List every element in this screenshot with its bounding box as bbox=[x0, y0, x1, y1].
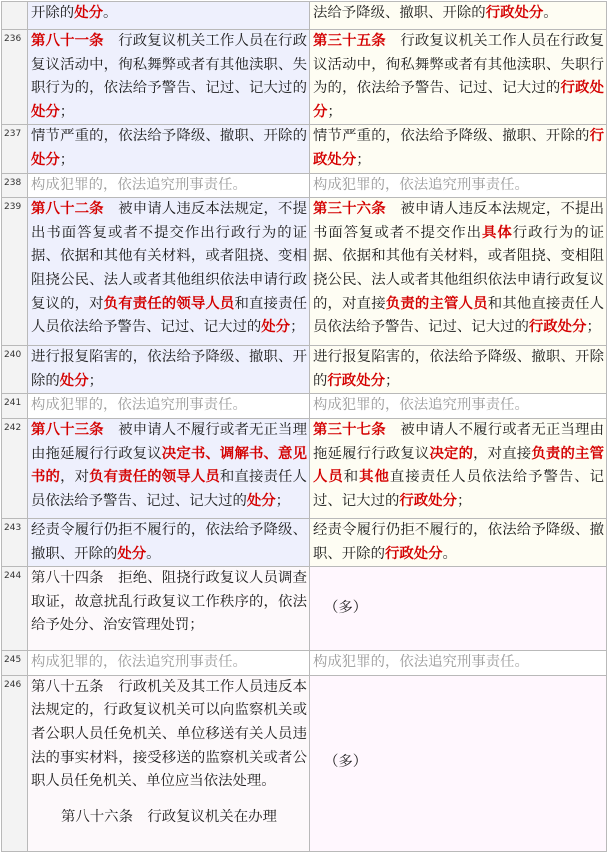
clause-text: （多） bbox=[324, 599, 368, 616]
clause-text: ； bbox=[275, 492, 291, 509]
row-number: 244 bbox=[2, 567, 28, 651]
row-number: 238 bbox=[2, 173, 28, 198]
clause-text: ； bbox=[59, 151, 75, 168]
highlighted-change-text: 第八十三条 bbox=[31, 421, 104, 438]
clause-text: 被申请人违反本法规定，不提出书面答复或者不提交作出 bbox=[313, 201, 604, 241]
clause-text: 被申请人违反本法规定，不提出书面答复或者不提交作出行政行为的证据、依据和其他有关材料，或者阻挠、变相阻挠公民、法人或者其他组织依法申请行政复议的，对 bbox=[31, 201, 307, 312]
highlighted-change-text: 第八十二条 bbox=[31, 201, 104, 218]
row-number bbox=[2, 2, 28, 30]
clause-text: 和其他直接责任人员依法给予警告、记过、记大过的 bbox=[313, 295, 604, 336]
clause-text: ； bbox=[384, 372, 400, 389]
old-law-cell bbox=[310, 567, 607, 651]
highlighted-change-text: 处分 bbox=[31, 151, 60, 168]
clause-text: 经责令履行仍拒不履行的，依法给予降级、撤职、开除的 bbox=[31, 521, 307, 562]
clause-text: ； bbox=[290, 319, 305, 336]
clause-text: 进行报复陷害的，依法给予降级、撤职、开除的 bbox=[31, 349, 307, 389]
table-row bbox=[2, 651, 607, 676]
table-row bbox=[2, 567, 607, 651]
highlighted-change-text: 负责的主管人员 bbox=[385, 295, 488, 312]
old-law-cell bbox=[310, 651, 607, 676]
new-law-cell bbox=[28, 418, 310, 518]
row-number: 245 bbox=[2, 651, 28, 676]
clause-text: 第八十五条 行政机关及其工作人员违反本法规定的，行政复议机关可以向监察机关或者公职人员任免机关、单位移送有关人员违法的事实材料，接受移送的监察机关或者公职人员任免机关、单位应当依法处理。 bbox=[31, 678, 307, 790]
clause-text: 构成犯罪的，依法追究刑事责任。 bbox=[313, 397, 529, 414]
row-number: 246 bbox=[2, 675, 28, 851]
clause-text: ； bbox=[456, 492, 472, 509]
clause-text: 第八十四条 拒绝、阻挠行政复议人员调查取证，故意扰乱行政复议工作秩序的，依法给予处分、治安管理处罚； bbox=[31, 570, 307, 634]
new-law-cell bbox=[28, 198, 310, 346]
spacer bbox=[31, 794, 307, 806]
new-law-cell bbox=[28, 30, 310, 125]
old-law-cell bbox=[310, 173, 607, 198]
clause-text: 构成犯罪的，依法追究刑事责任。 bbox=[31, 654, 247, 671]
highlighted-change-text: 行政处分 bbox=[528, 319, 587, 336]
new-law-cell bbox=[28, 518, 310, 566]
clause-text: 。 bbox=[146, 545, 161, 562]
clause-text: 情节严重的，依法给予降级、撤职、开除的 bbox=[313, 128, 590, 145]
clause-text: ； bbox=[356, 151, 371, 168]
highlighted-change-text: 处分 bbox=[246, 492, 276, 509]
clause-text: 构成犯罪的，依法追究刑事责任。 bbox=[313, 176, 529, 193]
row-number: 240 bbox=[2, 346, 28, 394]
clause-text: 被申请人不履行或者无正当理由拖延履行行政复议 bbox=[31, 421, 307, 462]
new-law-cell bbox=[28, 346, 310, 394]
clause-text: 行政复议机关工作人员在行政复议活动中，徇私舞弊或者有其他渎职、失职行为的，依法给予警告、记过、记大过的 bbox=[313, 33, 604, 97]
highlighted-change-text: 处分 bbox=[117, 545, 147, 562]
row-number: 239 bbox=[2, 198, 28, 346]
table-row bbox=[2, 518, 607, 566]
highlighted-change-text: 处分 bbox=[74, 5, 103, 21]
highlighted-change-text: 其他 bbox=[359, 469, 390, 486]
highlighted-change-text: 决定书、调解书、意见书的 bbox=[31, 445, 307, 486]
clause-text: 。 bbox=[442, 545, 457, 562]
new-law-cell bbox=[28, 125, 310, 173]
highlighted-change-text: 行政处分 bbox=[485, 5, 544, 21]
clause-text: ，对直接 bbox=[473, 445, 532, 462]
clause-text: 行政复议机关工作人员在行政复议活动中，徇私舞弊或者有其他渎职、失职行为的，依法给予警告、记过、记大过的 bbox=[31, 33, 307, 97]
new-law-cell bbox=[28, 651, 310, 676]
highlighted-change-text: 处分 bbox=[59, 372, 89, 389]
clause-text: 情节严重的，依法给予降级、撤职、开除的 bbox=[31, 128, 307, 145]
clause-text: 构成犯罪的，依法追究刑事责任。 bbox=[31, 397, 247, 414]
highlighted-change-text: 第三十七条 bbox=[313, 421, 386, 438]
clause-text: 行政行为的证据、依据和其他有关材料，或者阻挠、变相阻挠公民、法人或者其他组织依法申请行政复议的，对直接 bbox=[313, 224, 604, 312]
table-row bbox=[2, 394, 607, 419]
highlighted-change-text: 决定的 bbox=[429, 445, 474, 462]
new-law-cell bbox=[28, 2, 310, 30]
table-row bbox=[2, 346, 607, 394]
row-number: 241 bbox=[2, 394, 28, 419]
clause-text: 开除的 bbox=[31, 5, 75, 21]
clause-text: 第八十六条 行政复议机关在办理 bbox=[61, 808, 277, 825]
old-law-cell bbox=[310, 346, 607, 394]
highlighted-change-text: 行政处分 bbox=[399, 492, 457, 509]
highlighted-change-text: 行政处分 bbox=[327, 372, 385, 389]
comparison-table bbox=[1, 1, 607, 852]
old-law-cell bbox=[310, 30, 607, 125]
clause-text: 被申请人不履行或者无正当理由拖延履行行政复议 bbox=[313, 421, 604, 462]
clause-text: 和直接责任人员依法给予警告、记过、记大过的 bbox=[31, 295, 307, 336]
old-law-cell bbox=[310, 125, 607, 173]
old-law-cell bbox=[310, 418, 607, 518]
highlighted-change-text: 具体 bbox=[482, 224, 513, 241]
row-number: 242 bbox=[2, 418, 28, 518]
highlighted-change-text: 处分 bbox=[31, 103, 60, 120]
old-law-cell bbox=[310, 2, 607, 30]
table-row bbox=[2, 2, 607, 30]
clause-text: ； bbox=[586, 319, 601, 336]
table-row bbox=[2, 125, 607, 173]
highlighted-change-text: 行政处分 bbox=[313, 128, 604, 168]
old-law-cell bbox=[310, 518, 607, 566]
row-number: 243 bbox=[2, 518, 28, 566]
clause-text: 法给予降级、撤职、开除的 bbox=[313, 5, 486, 21]
clause-text: 。 bbox=[543, 5, 558, 21]
table-row bbox=[2, 418, 607, 518]
highlighted-change-text: 第三十五条 bbox=[313, 33, 386, 49]
clause-text: ； bbox=[327, 103, 342, 120]
row-number: 236 bbox=[2, 30, 28, 125]
comparison-rows bbox=[2, 2, 607, 852]
clause-text: 进行报复陷害的，依法给予降级、撤职、开除的 bbox=[313, 349, 604, 389]
clause-text: 。 bbox=[102, 5, 118, 21]
clause-text: ； bbox=[88, 372, 103, 389]
highlighted-change-text: 负责的主管人员 bbox=[313, 445, 604, 486]
highlighted-change-text: 第三十六条 bbox=[313, 201, 386, 218]
clause-text: ，对 bbox=[60, 469, 90, 486]
highlighted-change-text: 处分 bbox=[261, 319, 291, 336]
highlighted-change-text: 负有责任的领导人员 bbox=[103, 295, 235, 312]
clause-text: 和直接责任人员依法给予警告、记过、记大过的 bbox=[31, 469, 307, 509]
highlighted-change-text: 第八十一条 bbox=[31, 33, 104, 49]
highlighted-change-text: 负有责任的领导人员 bbox=[89, 469, 220, 486]
clause-text: （多） bbox=[324, 754, 368, 771]
table-row bbox=[2, 198, 607, 346]
highlighted-change-text: 行政处分 bbox=[313, 80, 604, 120]
clause-text: 和 bbox=[343, 469, 360, 486]
clause-text: 直接责任人员依法给予警告、记过、记大过的 bbox=[313, 469, 604, 509]
clause-text: 构成犯罪的，依法追究刑事责任。 bbox=[313, 654, 529, 671]
clause-text: ； bbox=[59, 103, 75, 120]
new-law-cell bbox=[28, 567, 310, 651]
row-number: 237 bbox=[2, 125, 28, 173]
clause-text: 构成犯罪的，依法追究刑事责任。 bbox=[31, 176, 247, 193]
old-law-cell bbox=[310, 394, 607, 419]
old-law-cell bbox=[310, 198, 607, 346]
table-row bbox=[2, 30, 607, 125]
new-law-cell bbox=[28, 173, 310, 198]
table-row bbox=[2, 173, 607, 198]
highlighted-change-text: 行政处分 bbox=[384, 545, 443, 562]
clause-text: 经责令履行仍拒不履行的，依法给予降级、撤职、开除的 bbox=[313, 521, 604, 562]
new-law-cell bbox=[28, 394, 310, 419]
